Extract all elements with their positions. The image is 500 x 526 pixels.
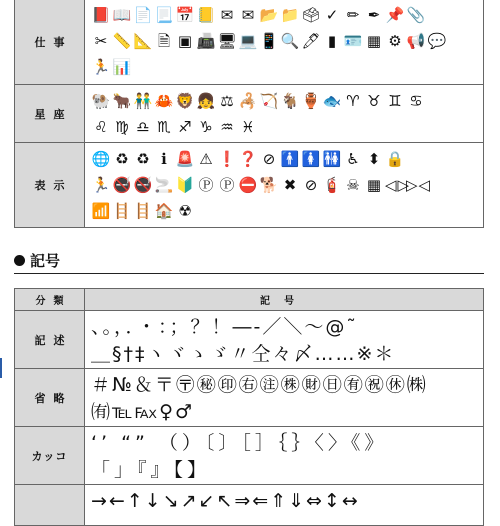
category-label: 表示 — [15, 143, 85, 227]
no-photo-icon: ✖ — [283, 175, 298, 194]
info-icon: ℹ — [161, 149, 168, 168]
bullet-icon — [14, 255, 25, 266]
section-heading — [14, 248, 484, 274]
folder-icon: 📁 — [280, 5, 301, 24]
fish-icon: 🐟 — [322, 91, 343, 110]
dog-icon: 🐕 — [259, 175, 280, 194]
building-chart-icon: ▦ — [366, 31, 383, 50]
person-reading-icon: 📖 — [112, 5, 133, 24]
header-category: 分類 — [15, 289, 85, 310]
woman-icon: 🚺 — [301, 149, 322, 168]
fax-icon: 📠 — [196, 31, 217, 50]
category-label: 省略 — [15, 369, 85, 426]
exit-runner-icon: 🏃 — [91, 57, 112, 76]
category-label — [15, 485, 85, 525]
symbol-cell — [85, 427, 483, 484]
pen-icon: ✒ — [367, 5, 382, 24]
pencil-icon: ✏ — [346, 5, 361, 24]
smoking-icon: 🚬 — [154, 175, 175, 194]
shelter-icon: 🏠 — [154, 201, 175, 220]
symbol-cell — [85, 311, 483, 368]
emergency-exit-icon: 🚨 — [175, 149, 196, 168]
icon-line — [91, 146, 479, 172]
bull-face-icon: 🐂 — [112, 91, 133, 110]
restroom-icon: 🚻 — [322, 149, 343, 168]
gear-icon: ⚙ — [388, 31, 403, 50]
row-signs — [15, 143, 483, 227]
recycle-leaf-icon: ♻ — [115, 149, 130, 168]
gemini-icon: ♊ — [388, 91, 403, 110]
triangle-ruler-icon: 📐 — [133, 31, 154, 50]
stairs-down-icon: 🪜 — [112, 201, 133, 220]
mobile-phone-icon: 📱 — [259, 31, 280, 50]
cancer-icon: ♋ — [409, 91, 424, 110]
laptop-icon: 💻 — [238, 31, 259, 50]
radiation-icon: ☢ — [178, 201, 193, 220]
twins-icon: 👬 — [133, 91, 154, 110]
book-icon: 📕 — [91, 5, 112, 24]
stairs-up-icon: 🪜 — [133, 201, 154, 220]
icon-line — [91, 28, 479, 54]
exclamation-icon: ❗ — [217, 149, 238, 168]
symbol-cell — [85, 369, 483, 426]
question-icon: ❓ — [238, 149, 259, 168]
lock-icon: 🔒 — [385, 149, 406, 168]
rewind-icon: ◁▷ — [385, 175, 411, 194]
envelope-icon: ✉ — [220, 5, 235, 24]
taurus-icon: ♉ — [367, 91, 382, 110]
symbol-line: ＿§†‡ヽヾゝゞ〃仝々〆……※＊ — [91, 343, 396, 365]
scorpion-icon: 🦂 — [238, 91, 259, 110]
phone-book-icon: 📒 — [196, 5, 217, 24]
desktop-pc-icon: 🖥 — [217, 31, 238, 50]
aquarius-icon: ♒ — [220, 117, 235, 136]
graph-person-icon: 📊 — [112, 57, 133, 76]
row-brackets — [15, 427, 483, 485]
icon-line — [91, 88, 479, 114]
row-work — [15, 0, 483, 85]
id-card-icon: 🪪 — [343, 31, 364, 50]
archer-icon: 🏹 — [259, 91, 280, 110]
open-envelope-icon: ✉ — [241, 5, 256, 24]
pin-icon: 📌 — [385, 5, 406, 24]
parking-icon: Ⓟ — [198, 175, 215, 194]
pisces-icon: ♓ — [241, 117, 256, 136]
icon-cell — [85, 0, 483, 84]
no-smoking-icon: 🚭 — [133, 175, 154, 194]
icon-cell — [85, 143, 483, 227]
row-zodiac — [15, 85, 483, 143]
elevator-icon: ⬍ — [367, 149, 382, 168]
stapler-icon: 🗎 — [157, 31, 172, 50]
fire-extinguisher-icon: 🧯 — [322, 175, 343, 194]
calendar-icon: 📅 — [175, 5, 196, 24]
category-label: 星座 — [15, 85, 85, 142]
pictograph-table — [14, 0, 484, 228]
card-icon: ▮ — [327, 31, 338, 50]
paperclip-icon: 📎 — [406, 5, 427, 24]
stamp-icon: 🗳 — [301, 5, 322, 24]
goat-icon: 🐐 — [280, 91, 301, 110]
page-edge-mark — [0, 358, 8, 378]
magnifier-icon: 🔍 — [280, 31, 301, 50]
prohibited-icon: ⊘ — [262, 149, 277, 168]
man-icon: 🚹 — [280, 149, 301, 168]
row-abbreviation — [15, 369, 483, 427]
virgin-icon: 👧 — [196, 91, 217, 110]
speech-bubble-icon: 💬 — [427, 31, 448, 50]
symbol-line: ‘’ “” （）〔〕［］｛｝〈〉《》 — [91, 432, 388, 454]
ram-face-icon: 🐏 — [91, 91, 112, 110]
marker-icon: 🖊 — [301, 31, 322, 50]
lion-icon: 🦁 — [175, 91, 196, 110]
wifi-icon: 📶 — [91, 201, 112, 220]
scissors-icon: ✂ — [94, 31, 109, 50]
leo-icon: ♌ — [94, 117, 109, 136]
globe-icon: 🌐 — [91, 149, 112, 168]
category-label: カッコ — [15, 427, 85, 484]
aries-icon: ♈ — [346, 91, 361, 110]
memo-icon: 📄 — [133, 5, 154, 24]
symbol-line: 、。，．・：；？！―-／＼～@˜ — [91, 316, 358, 338]
section-title: 記号 — [30, 252, 61, 270]
no-entry-icon: ⛔ — [238, 175, 259, 194]
libra-icon: ♎ — [136, 117, 151, 136]
no-smoking-room-icon: 🚭 — [112, 175, 133, 194]
symbol-cell — [85, 485, 483, 525]
category-label: 記述 — [15, 311, 85, 368]
sagittarius-icon: ♐ — [178, 117, 193, 136]
icon-line — [91, 2, 479, 28]
folder-open-icon: 📂 — [259, 5, 280, 24]
scales-icon: ⚖ — [220, 91, 235, 110]
no-parking-icon: Ⓟ — [219, 175, 236, 194]
icon-line — [91, 114, 479, 140]
battery-icon: ▦ — [366, 175, 383, 194]
ruler-icon: 📏 — [112, 31, 133, 50]
skull-danger-icon: ☠ — [346, 175, 361, 194]
warning-icon: ⚠ — [199, 149, 214, 168]
symbol-line: →←↑↓↘↗↙↖⇒⇐⇑⇓⇔↕↔ — [91, 490, 360, 512]
crab-icon: 🦀 — [154, 91, 175, 110]
beginner-driver-icon: 🔰 — [175, 175, 196, 194]
header-symbols: 記号 — [85, 289, 483, 310]
megaphone-icon: 📢 — [406, 31, 427, 50]
table-header — [15, 289, 483, 311]
wheelchair-icon: ♿ — [346, 149, 361, 168]
symbol-line: ㈲℡℻♀♂ — [91, 401, 195, 423]
recycle-icon: ♻ — [136, 149, 151, 168]
fast-forward-icon: ▷◁ — [406, 175, 432, 194]
check-icon: ✓ — [325, 5, 340, 24]
capricorn-icon: ♑ — [199, 117, 214, 136]
virgo-icon: ♍ — [115, 117, 130, 136]
symbol-line: ＃№＆〒〶㊙㊞㊨㊟㊑㊖㊐㊒㊗㊡㈱ — [91, 374, 428, 396]
prohibited-icon: ⊘ — [304, 175, 319, 194]
document-icon: 📃 — [154, 5, 175, 24]
scorpio-icon: ♏ — [157, 117, 172, 136]
category-label: 仕事 — [15, 0, 85, 84]
symbol-line: 「」『』【】 — [91, 459, 211, 481]
water-bearer-icon: 🏺 — [301, 91, 322, 110]
icon-line — [91, 172, 479, 198]
icon-cell — [85, 85, 483, 142]
icon-line — [91, 198, 479, 224]
tape-icon: ▣ — [177, 31, 194, 50]
emergency-exit-icon: 🏃 — [91, 175, 112, 194]
row-arrows — [15, 485, 483, 525]
row-description — [15, 311, 483, 369]
icon-line — [91, 54, 479, 80]
symbol-table — [14, 288, 484, 526]
